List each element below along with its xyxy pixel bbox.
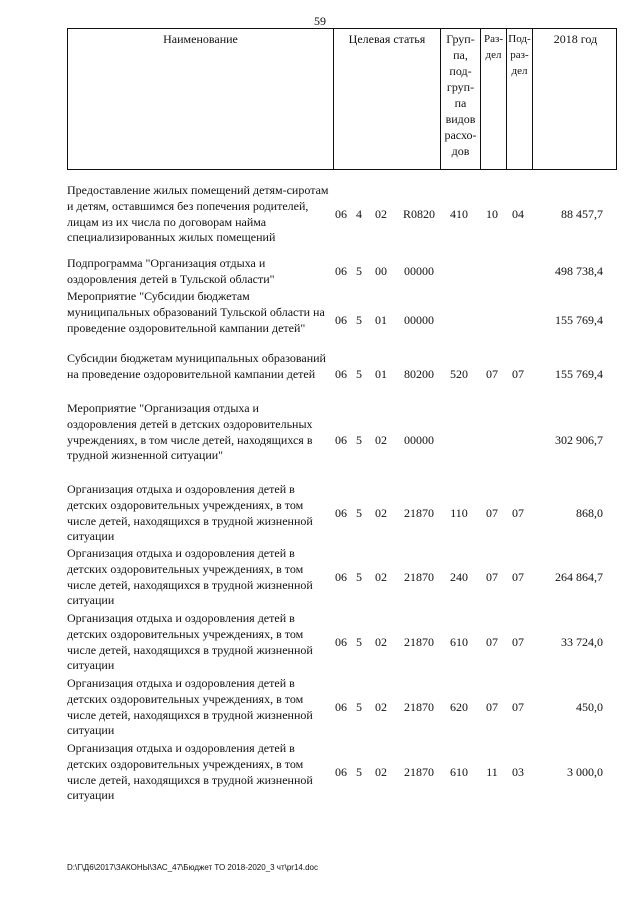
row-name: Подпрограмма "Организация отдыха и оздоровления детей в Тульской области" bbox=[67, 256, 275, 286]
subsection-code: 07 bbox=[512, 699, 524, 714]
section-code: 07 bbox=[486, 634, 498, 649]
code-event: 02 bbox=[375, 505, 387, 520]
amount-2018: 868,0 bbox=[576, 505, 603, 520]
expense-group: 610 bbox=[450, 764, 468, 779]
code-program: 06 bbox=[335, 432, 347, 447]
code-direction: 80200 bbox=[404, 366, 434, 381]
header-name: Наименование bbox=[68, 29, 334, 169]
code-subprogram: 5 bbox=[356, 263, 362, 278]
subsection-code: 04 bbox=[512, 206, 524, 221]
amount-2018: 302 906,7 bbox=[555, 432, 603, 447]
code-direction: 00000 bbox=[404, 432, 434, 447]
code-program: 06 bbox=[335, 634, 347, 649]
subsection-code: 07 bbox=[512, 634, 524, 649]
code-event: 02 bbox=[375, 432, 387, 447]
code-program: 06 bbox=[335, 569, 347, 584]
header-year: 2018 год bbox=[553, 32, 598, 46]
section-code: 07 bbox=[486, 505, 498, 520]
row-name: Организация отдыха и оздоровления детей в детских оздоровительных учреждениях, в том числе детей, находящихся в трудной жизненной ситуации bbox=[67, 676, 313, 738]
code-direction: 21870 bbox=[404, 634, 434, 649]
row-name: Предоставление жилых помещений детям-сиротам и детям, оставшимся без попечения родителей, лицам из их числа по договорам найма специализированных жилых помещений bbox=[67, 183, 329, 245]
code-subprogram: 5 bbox=[356, 366, 362, 381]
row-name: Мероприятие "Организация отдыха и оздоровления детей в детских оздоровительных учреждениях, в том числе детей, находящихся в трудной жизненной ситуации" bbox=[67, 401, 313, 463]
code-direction: R0820 bbox=[402, 206, 435, 221]
code-program: 06 bbox=[335, 366, 347, 381]
subsection-code: 07 bbox=[512, 569, 524, 584]
code-direction: 21870 bbox=[404, 569, 434, 584]
header-group: Груп- па, под- груп- па видов расхо- дов bbox=[441, 29, 481, 169]
row-name: Организация отдыха и оздоровления детей в детских оздоровительных учреждениях, в том числе детей, находящихся в трудной жизненной ситуации bbox=[67, 482, 313, 544]
code-direction: 00000 bbox=[404, 263, 434, 278]
code-program: 06 bbox=[335, 699, 347, 714]
header-target: Целевая статья bbox=[334, 29, 441, 169]
expense-group: 520 bbox=[450, 366, 468, 381]
section-code: 07 bbox=[486, 366, 498, 381]
amount-2018: 155 769,4 bbox=[555, 366, 603, 381]
code-event: 02 bbox=[375, 634, 387, 649]
code-subprogram: 5 bbox=[356, 432, 362, 447]
amount-2018: 155 769,4 bbox=[555, 312, 603, 327]
code-subprogram: 5 bbox=[356, 312, 362, 327]
code-event: 02 bbox=[375, 206, 387, 221]
row-name: Мероприятие "Субсидии бюджетам муниципальных образований Тульской области на проведение оздоровительной кампании детей" bbox=[67, 289, 325, 335]
expense-group: 240 bbox=[450, 569, 468, 584]
code-event: 02 bbox=[375, 764, 387, 779]
section-code: 10 bbox=[486, 206, 498, 221]
code-program: 06 bbox=[335, 312, 347, 327]
amount-2018: 498 738,4 bbox=[555, 263, 603, 278]
subsection-code: 07 bbox=[512, 505, 524, 520]
row-name: Организация отдыха и оздоровления детей в детских оздоровительных учреждениях, в том числе детей, находящихся в трудной жизненной ситуации bbox=[67, 611, 313, 673]
section-code: 07 bbox=[486, 699, 498, 714]
code-subprogram: 5 bbox=[356, 505, 362, 520]
code-subprogram: 5 bbox=[356, 634, 362, 649]
code-program: 06 bbox=[335, 764, 347, 779]
row-name: Организация отдыха и оздоровления детей в детских оздоровительных учреждениях, в том числе детей, находящихся в трудной жизненной ситуации bbox=[67, 741, 313, 803]
code-event: 02 bbox=[375, 699, 387, 714]
amount-2018: 3 000,0 bbox=[567, 764, 603, 779]
code-event: 01 bbox=[375, 366, 387, 381]
code-subprogram: 5 bbox=[356, 699, 362, 714]
code-direction: 00000 bbox=[404, 312, 434, 327]
code-program: 06 bbox=[335, 206, 347, 221]
code-event: 02 bbox=[375, 569, 387, 584]
code-direction: 21870 bbox=[404, 699, 434, 714]
file-path-footer: D:\Г\Д6\2017\ЗАКОНЫ\ЗАС_47\Бюджет ТО 2018-2020_3 чт\pr14.doc bbox=[67, 863, 318, 872]
page-number: 59 bbox=[314, 14, 326, 28]
section-code: 07 bbox=[486, 569, 498, 584]
expense-group: 610 bbox=[450, 634, 468, 649]
code-direction: 21870 bbox=[404, 764, 434, 779]
expense-group: 620 bbox=[450, 699, 468, 714]
code-event: 00 bbox=[375, 263, 387, 278]
subsection-code: 03 bbox=[512, 764, 524, 779]
table-header bbox=[67, 28, 617, 170]
code-program: 06 bbox=[335, 505, 347, 520]
header-subsection: Под- раз- дел bbox=[507, 29, 533, 169]
header-section: Раз- дел bbox=[481, 29, 507, 169]
amount-2018: 88 457,7 bbox=[561, 206, 603, 221]
row-name: Организация отдыха и оздоровления детей в детских оздоровительных учреждениях, в том числе детей, находящихся в трудной жизненной ситуации bbox=[67, 546, 313, 608]
row-name: Субсидии бюджетам муниципальных образований на проведение оздоровительной кампании детей bbox=[67, 351, 326, 381]
code-subprogram: 5 bbox=[356, 569, 362, 584]
code-event: 01 bbox=[375, 312, 387, 327]
code-program: 06 bbox=[335, 263, 347, 278]
amount-2018: 450,0 bbox=[576, 699, 603, 714]
amount-2018: 33 724,0 bbox=[561, 634, 603, 649]
code-subprogram: 5 bbox=[356, 764, 362, 779]
amount-2018: 264 864,7 bbox=[555, 569, 603, 584]
expense-group: 110 bbox=[450, 505, 468, 520]
code-direction: 21870 bbox=[404, 505, 434, 520]
code-subprogram: 4 bbox=[356, 206, 362, 221]
expense-group: 410 bbox=[450, 206, 468, 221]
section-code: 11 bbox=[486, 764, 498, 779]
subsection-code: 07 bbox=[512, 366, 524, 381]
